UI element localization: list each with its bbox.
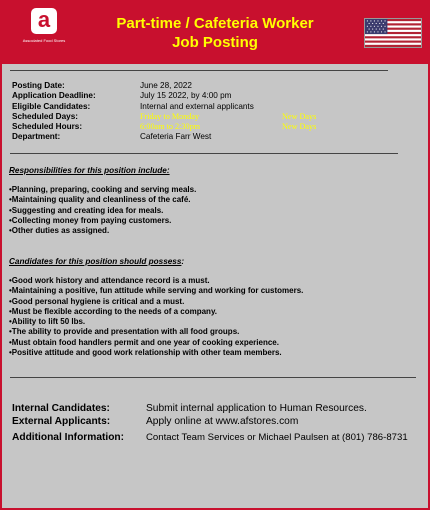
contact-section bbox=[12, 402, 430, 444]
list-item: •Other duties as assigned. bbox=[9, 226, 110, 236]
contact-value: Submit internal application to Human Resources. bbox=[146, 403, 367, 414]
detail-row-scheduled-hours bbox=[12, 122, 422, 132]
qualifications-section bbox=[9, 256, 424, 358]
responsibilities-heading: Responsibilities for this position include: bbox=[9, 166, 170, 175]
heading-colon: : bbox=[181, 257, 185, 266]
detail-value: Internal and external applicants bbox=[140, 101, 254, 111]
list-item: •Maintaining a positive, fun attitude while serving and working for customers. bbox=[9, 286, 304, 296]
contact-row-additional bbox=[12, 431, 430, 444]
list-item: •The ability to provide and presentation with all food groups. bbox=[9, 327, 240, 337]
detail-row-posting-date bbox=[12, 81, 422, 91]
contact-label: External Applicants: bbox=[12, 416, 111, 427]
detail-row-department bbox=[12, 132, 422, 142]
list-item: •Must obtain food handlers permit and one year of cooking experience. bbox=[9, 337, 279, 347]
detail-label: Eligible Candidates: bbox=[12, 101, 91, 111]
contact-value: Contact Team Services or Michael Paulsen at (801) 786-8731 bbox=[146, 432, 408, 443]
detail-note: New Days bbox=[282, 122, 317, 132]
detail-label: Department: bbox=[12, 132, 61, 142]
list-item: •Good personal hygiene is critical and a must. bbox=[9, 296, 185, 306]
detail-value: July 15 2022, by 4:00 pm bbox=[140, 91, 232, 101]
qualifications-heading bbox=[9, 256, 424, 267]
apply-online-link[interactable]: Apply online at www.afstores.com bbox=[146, 416, 299, 427]
detail-label: Posting Date: bbox=[12, 81, 65, 90]
detail-value: Friday to Monday bbox=[140, 111, 200, 121]
list-item: •Good work history and attendance record is a must. bbox=[9, 276, 210, 285]
detail-row-eligible-candidates bbox=[12, 102, 422, 112]
contact-row-internal bbox=[12, 402, 430, 415]
contact-label: Internal Candidates: bbox=[12, 403, 110, 414]
us-flag-icon bbox=[364, 18, 422, 48]
divider-bottom bbox=[10, 377, 416, 378]
detail-value: 6:00am to 2:30pm bbox=[140, 122, 201, 132]
header-banner bbox=[2, 2, 428, 64]
page-title bbox=[92, 14, 338, 52]
qualifications-heading-text: Candidates for this position should possess bbox=[9, 257, 182, 266]
divider-details bbox=[10, 153, 398, 154]
posting-details bbox=[12, 81, 422, 143]
detail-row-application-deadline bbox=[12, 91, 422, 101]
logo-caption: Associated Food Stores bbox=[22, 38, 66, 43]
list-item: •Positive attitude and good work relationship with other team members. bbox=[9, 348, 282, 358]
list-item: •Suggesting and creating idea for meals. bbox=[9, 205, 164, 215]
detail-value: June 28, 2022 bbox=[140, 81, 192, 90]
responsibilities-list bbox=[9, 185, 424, 236]
detail-row-scheduled-days bbox=[12, 112, 422, 122]
detail-note: New Days bbox=[282, 111, 317, 121]
detail-value: Cafeteria Farr West bbox=[140, 132, 212, 142]
logo-badge-icon bbox=[31, 8, 57, 34]
list-item: •Must be flexible according to the needs of a company. bbox=[9, 306, 218, 316]
title-line-1: Part-time / Cafeteria Worker bbox=[116, 15, 314, 32]
company-logo bbox=[14, 8, 74, 43]
logo-letter: a bbox=[37, 7, 51, 32]
title-line-2: Job Posting bbox=[172, 34, 258, 51]
detail-label: Scheduled Days: bbox=[12, 111, 78, 121]
qualifications-list bbox=[9, 276, 424, 358]
list-item: •Ability to lift 50 lbs. bbox=[9, 317, 86, 327]
contact-row-external bbox=[12, 415, 430, 428]
list-item: •Collecting money from paying customers. bbox=[9, 215, 172, 225]
list-item: •Planning, preparing, cooking and serving meals. bbox=[9, 185, 197, 194]
list-item: •Maintaining quality and cleanliness of the café. bbox=[9, 195, 191, 205]
contact-label: Additional Information: bbox=[12, 432, 125, 443]
detail-label: Scheduled Hours: bbox=[12, 122, 83, 132]
responsibilities-section bbox=[9, 165, 424, 236]
detail-label: Application Deadline: bbox=[12, 91, 96, 101]
divider-top bbox=[10, 70, 388, 71]
